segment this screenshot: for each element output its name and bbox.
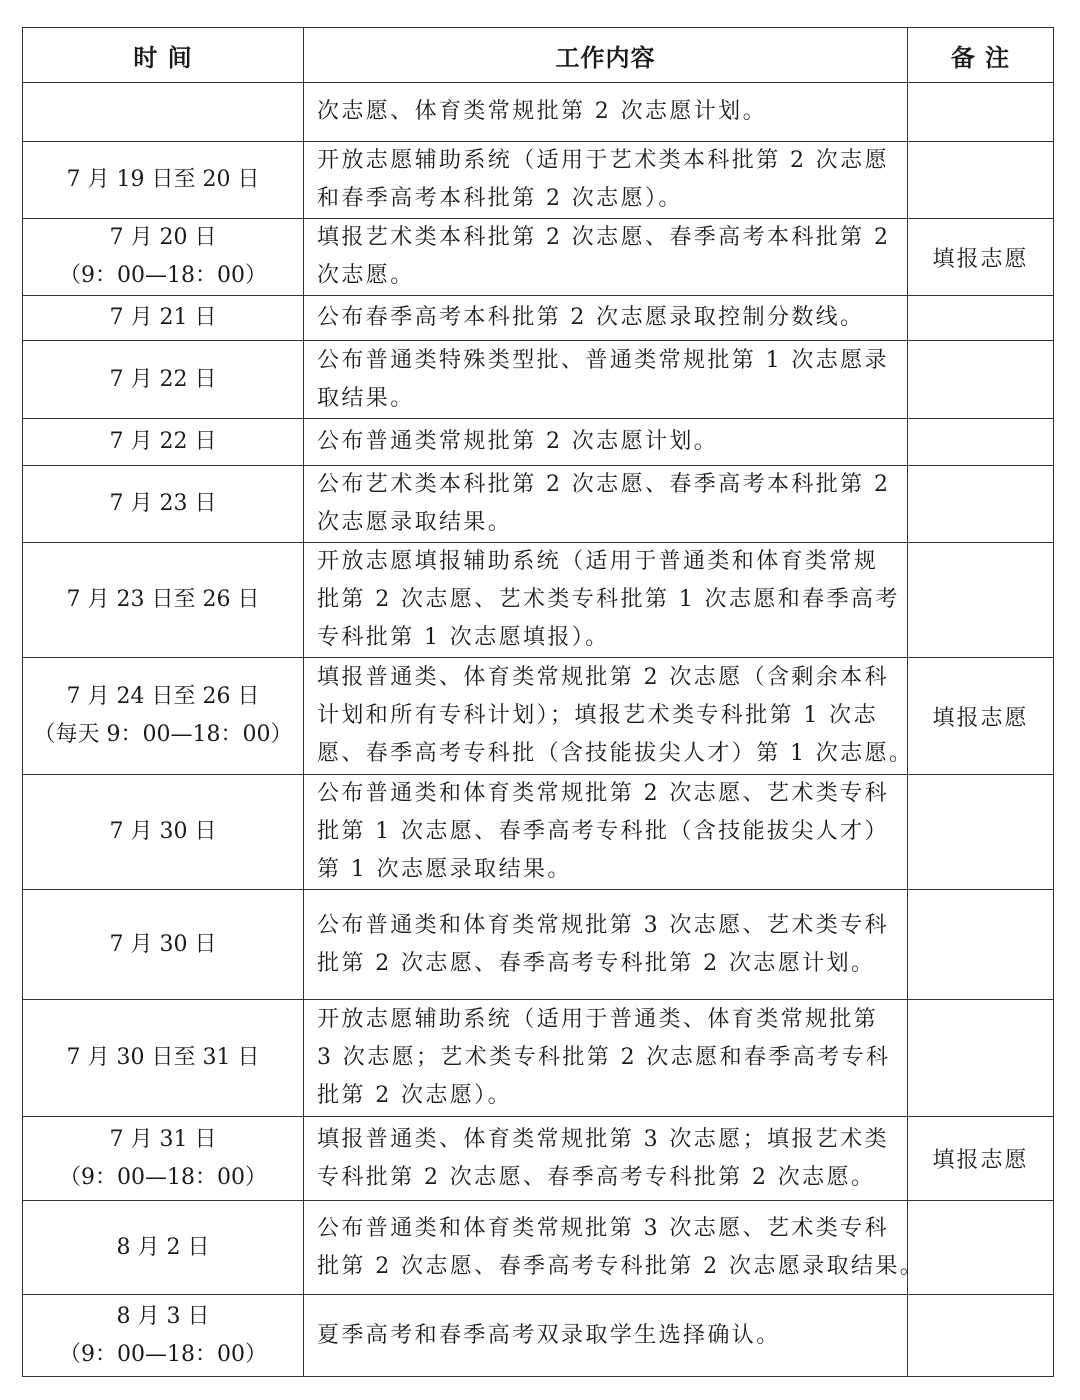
note-cell	[908, 341, 1054, 419]
content-line: 开放志愿辅助系统（适用于艺术类本科批第 2 次志愿	[317, 148, 889, 173]
content-line: 填报艺术类本科批第 2 次志愿、春季高考本科批第 2	[317, 225, 891, 250]
note-cell	[908, 296, 1054, 341]
note-cell	[908, 419, 1054, 466]
table-row	[23, 658, 1054, 775]
time-line: 7 月 23 日至 26 日	[66, 587, 260, 612]
note-cell	[908, 1000, 1054, 1117]
table-row	[23, 219, 1054, 296]
time-line: 7 月 24 日至 26 日	[66, 684, 260, 709]
note-cell	[908, 543, 1054, 658]
time-line: 7 月 21 日	[109, 305, 217, 330]
content-line: 批第 1 次志愿、春季高考专科批（含技能拔尖人才）	[317, 819, 889, 844]
time-line: 7 月 31 日	[109, 1126, 217, 1152]
note-cell: 填报志愿	[908, 219, 1054, 296]
content-line: 第 1 次志愿录取结果。	[317, 857, 572, 882]
time-line: 7 月 20 日	[109, 225, 217, 250]
content-line: 夏季高考和春季高考双录取学生选择确认。	[317, 1322, 781, 1348]
time-line: 7 月 22 日	[109, 366, 217, 392]
time-line: 8 月 3 日	[116, 1303, 210, 1329]
content-line: 公布普通类和体育类常规批第 2 次志愿、艺术类专科	[317, 781, 889, 806]
time-line: 7 月 30 日	[109, 819, 217, 844]
content-cell	[304, 1295, 908, 1377]
time-cell	[23, 1295, 304, 1377]
content-line: 3 次志愿；艺术类专科批第 2 次志愿和春季高考专科	[317, 1045, 891, 1070]
content-line: 开放志愿填报辅助系统（适用于普通类和体育类常规	[317, 549, 879, 574]
content-cell	[304, 419, 908, 466]
time-cell	[23, 341, 304, 419]
content-cell	[304, 1000, 908, 1117]
table-row	[23, 142, 1054, 219]
time-cell	[23, 466, 304, 543]
header-content: 工作内容	[304, 28, 908, 83]
content-cell	[304, 775, 908, 890]
schedule-body	[23, 83, 1054, 1377]
time-line: 7 月 19 日至 20 日	[66, 167, 260, 192]
content-line: 公布春季高考本科批第 2 次志愿录取控制分数线。	[317, 305, 865, 330]
table-row	[23, 419, 1054, 466]
content-line: 公布普通类常规批第 2 次志愿计划。	[317, 429, 719, 454]
content-cell	[304, 83, 908, 142]
note-cell	[908, 890, 1054, 1000]
content-line: 专科批第 2 次志愿、春季高考专科批第 2 次志愿。	[317, 1164, 876, 1190]
time-cell	[23, 1000, 304, 1117]
time-line: （9：00—18：00）	[59, 1164, 267, 1190]
table-row	[23, 1117, 1054, 1201]
note-cell	[908, 1201, 1054, 1295]
time-cell	[23, 543, 304, 658]
time-cell	[23, 83, 304, 142]
table-row	[23, 890, 1054, 1000]
note-cell	[908, 775, 1054, 890]
table-row	[23, 296, 1054, 341]
table-row	[23, 341, 1054, 419]
time-line: 7 月 23 日	[109, 491, 217, 516]
content-line: 愿、春季高考专科批（含技能拔尖人才）第 1 次志愿。	[317, 741, 914, 766]
time-cell	[23, 1201, 304, 1295]
note-cell	[908, 466, 1054, 543]
content-cell	[304, 296, 908, 341]
note-cell: 填报志愿	[908, 1117, 1054, 1201]
time-line: 7 月 22 日	[109, 429, 217, 454]
time-line: 8 月 2 日	[116, 1234, 210, 1260]
time-line: （每天 9：00—18：00）	[33, 722, 293, 747]
content-line: 公布普通类特殊类型批、普通类常规批第 1 次志愿录	[317, 347, 889, 373]
content-line: 填报普通类、体育类常规批第 3 次志愿；填报艺术类	[317, 1126, 889, 1152]
content-cell	[304, 1201, 925, 1295]
content-line: 开放志愿辅助系统（适用于普通类、体育类常规批第	[317, 1007, 879, 1032]
content-line: 次志愿。	[317, 263, 415, 288]
content-line: 批第 2 次志愿、春季高考专科批第 2 次志愿录取结果。	[317, 1253, 925, 1279]
content-line: 公布普通类和体育类常规批第 3 次志愿、艺术类专科	[317, 1215, 889, 1241]
note-cell	[908, 1295, 1054, 1377]
time-cell	[23, 419, 304, 466]
content-cell	[304, 1117, 908, 1201]
table-row	[23, 1201, 1054, 1295]
header-time: 时 间	[23, 28, 304, 83]
time-line: 7 月 30 日至 31 日	[66, 1045, 260, 1070]
time-cell	[23, 658, 304, 775]
schedule-table	[22, 27, 1054, 1377]
note-cell: 填报志愿	[908, 658, 1054, 775]
content-line: 批第 2 次志愿、艺术类专科批第 1 次志愿和春季高考	[317, 587, 900, 612]
time-cell	[23, 142, 304, 219]
time-cell	[23, 296, 304, 341]
time-line: （9：00—18：00）	[59, 1341, 267, 1367]
time-cell	[23, 219, 304, 296]
time-cell	[23, 775, 304, 890]
header-row	[23, 28, 1054, 83]
time-line: 7 月 30 日	[109, 931, 217, 957]
table-row	[23, 1000, 1054, 1117]
content-line: 填报普通类、体育类常规批第 2 次志愿（含剩余本科	[317, 665, 889, 690]
content-cell	[304, 142, 908, 219]
content-line: 公布艺术类本科批第 2 次志愿、春季高考本科批第 2	[317, 472, 891, 497]
content-cell	[304, 890, 908, 1000]
content-cell	[304, 219, 908, 296]
content-line: 和春季高考本科批第 2 次志愿）。	[317, 186, 683, 211]
content-line: 批第 2 次志愿、春季高考专科批第 2 次志愿计划。	[317, 950, 876, 976]
content-line: 公布普通类和体育类常规批第 3 次志愿、艺术类专科	[317, 912, 889, 938]
content-line: 取结果。	[317, 385, 415, 411]
note-cell	[908, 142, 1054, 219]
content-line: 计划和所有专科计划）；填报艺术类专科批第 1 次志	[317, 703, 878, 728]
content-cell	[304, 341, 908, 419]
content-line: 批第 2 次志愿）。	[317, 1083, 512, 1108]
table-row	[23, 543, 1054, 658]
time-line: （9：00—18：00）	[59, 263, 267, 288]
note-cell	[908, 83, 1054, 142]
content-line: 次志愿、体育类常规批第 2 次志愿计划。	[317, 99, 767, 124]
content-line: 次志愿录取结果。	[317, 510, 513, 535]
time-cell	[23, 890, 304, 1000]
content-cell	[304, 543, 908, 658]
content-cell	[304, 658, 914, 775]
header-note: 备 注	[908, 28, 1054, 83]
table-row	[23, 775, 1054, 890]
content-cell	[304, 466, 908, 543]
table-row	[23, 1295, 1054, 1377]
table-row	[23, 466, 1054, 543]
time-cell	[23, 1117, 304, 1201]
content-line: 专科批第 1 次志愿填报）。	[317, 625, 610, 650]
table-row	[23, 83, 1054, 142]
